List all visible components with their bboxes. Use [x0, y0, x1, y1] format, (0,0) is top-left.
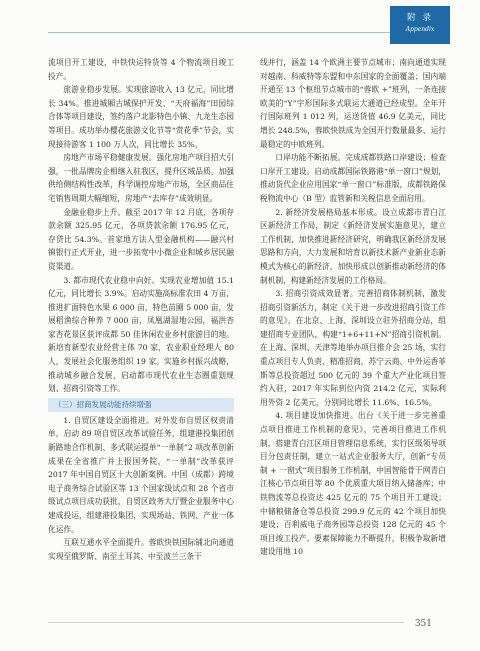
paragraph: 3. 都市现代农业稳中向好。实现农业增加值 15.1 亿元，同比增长 3.9%。启动实施高标准农田 4 万亩，推进扩面特色水果 6 000 亩，特色苗圃 5 000 亩，发展稻渔综合种养 7 000 亩，凤凰湖湿地公园，福洪杏家杏花景区获评成都 50 佳休闲农业乡村旅游目的地。新培育新型农业经营主体 70 家，农业职业经理人 80 人，发展社会化服务组织 19 家。实施乡村振兴战略，推动城乡融合发展，启动都市现代农业生态圈重划规划、招商引资等工作。	[48, 275, 234, 394]
appendix-tab	[390, 6, 450, 44]
section-heading: （三）招商发展动能持续增强	[48, 398, 234, 412]
paragraph: 口岸功能不断拓展。完成成都铁路口岸建设；检查口岸开工建设。启动成都国际铁路港“单一窗口”规划，推动货代企业应用国家“单一窗口”标准版，成都铁路保税物流中心（B 型）监管新和关税信息全面启用。	[260, 153, 446, 203]
paragraph: 旅游业稳步发展。实现旅游收入 13 亿元，同比增长 34%。推进城厢古城保护开发、“天府福海”田园综合体等项目建设，签约落户北影特色小镇、九龙生态园等项目。成功举办樱花旅游文化节等“赏花季”节会，实现接待游客 1 100 万人次，同比增长 35%。	[48, 85, 234, 149]
paragraph: 4. 项目建设加快推进。出台《关于进一步完善重点项目推进工作机制的意见》，完善项目推进工作机制，搭建青白江区项目管理信息系统，实行区级领导项目分包责任制，建立一站式企业服务大厅，创新“专员制 + 一窗式”项目服务工作机制，中国智能骨干网青白江核心节点项目等 80 个优质重大项目纳入储备库；中铁物流等总投资达 425 亿元的 75 个项目开工建设；中储粮储备仓等总投资 299.9 亿元的 42 个项目加快建设；百利威电子商务园等总投资 128 亿元的 45 个项目竣工投产。要素保障能力不断提升，积极争取新增建设用地 10	[260, 411, 446, 557]
paragraph: 3. 招商引资成效显著。完善招商体制机制，激发招商引资新活力，制定《关于进一步改进招商引资工作的意见》，在北京、上海、深圳设立驻外招商分站，组建招商专业团队，构建“1+6+11+N”招商引资机制。在上海、深圳、天津等地举办项目推介会 25 场，实行重点项目专人负责、精准招商，苏宁云商、中外运香菲斯等总投资超过 500 亿元的 39 个重大产业化项目签约入驻，2017 年实际到位内资 214.2 亿元，实际利用外资 2 亿美元，分别同比增长 11.6%、16.5%。	[260, 289, 446, 407]
paragraph: 流项目开工建设，中铁快运特货等 4 个物流项目竣工投产。	[48, 58, 234, 81]
left-column	[48, 56, 234, 563]
paragraph: 1. 自贸区建设全面推进。对外发布自贸区权责清单，启动 89 项自贸区改革试验任务，组建港投集团创新路地合作机制、多式联运提单“一单制”2 项改革创新成果在全省推广并上报国务院，“一单制”改革获评 2017 年中国自贸区十大创新案例。中国（成都）跨境电子商务综合试验区等 13 个国家级试点和 28 个省市级试点项目成功获批，自贸区政务大厅暨企业服务中心建成投运，组建港投集团，实现场站、铁网、产业一体化运作。	[48, 415, 234, 534]
right-column	[260, 56, 446, 559]
page-number: 351	[414, 619, 432, 629]
paragraph: 线并行，涵盖 14 个欧洲主要节点城市；南向通道实现对越南、科威特等东盟和中东国家的全面覆盖；国内端开通至 13 个枢纽节点城市的“蓉欧 +”班列，一条连接欧美的“Y”字形国际多式联运大通道已经成型。全年开行国际班列 1 012 列，运送货值 46.9 亿美元，同比增长 248.5%，蓉欧快铁成为全国开行数量最多、运行最稳定的中欧班列。	[260, 58, 446, 149]
paragraph: 房地产市场平稳健康发展。强化房地产项目招大引强，一批品牌房企相继入驻我区，提升区域品质。加强供给侧结构性改革，科学调控房地产市场，全区商品住宅销售周期大幅缩短，房地产“去库存”成效明显。	[48, 153, 234, 203]
paragraph: 互联互通水平全面提升。蓉欧快铁国际铺北向通道实现至俄罗斯、南至土耳其、中至波兰三条干	[48, 538, 234, 561]
page-header	[0, 0, 480, 50]
footer-rule	[48, 622, 404, 623]
paragraph: 金融业稳步上升。截至 2017 年 12 月底，各项存款余额 325.95 亿元，各项贷款余额 176.95 亿元，存贷比 54.3%。首家地方法人型金融机构——融兴村镇银行正式开业，进一步拓宽中小微企业和城乡居民融资渠道。	[48, 207, 234, 271]
header-rule	[48, 32, 404, 33]
appendix-subtitle: Appendix	[405, 26, 435, 33]
appendix-title: 附 录	[407, 13, 433, 23]
paragraph: 2. 新经济发展格局基本形成。设立成都市青白江区新经济工作局，制定《新经济发展实施意见》，建立工作机制，加快推进新经济研究，明确我区新经济发展思路和方向，大力发展和培育以新技术新产业新业态新模式为核心的新经济，加快形成以创新推动新经济的体制机制，构建新经济发展的工作格局。	[260, 207, 446, 285]
